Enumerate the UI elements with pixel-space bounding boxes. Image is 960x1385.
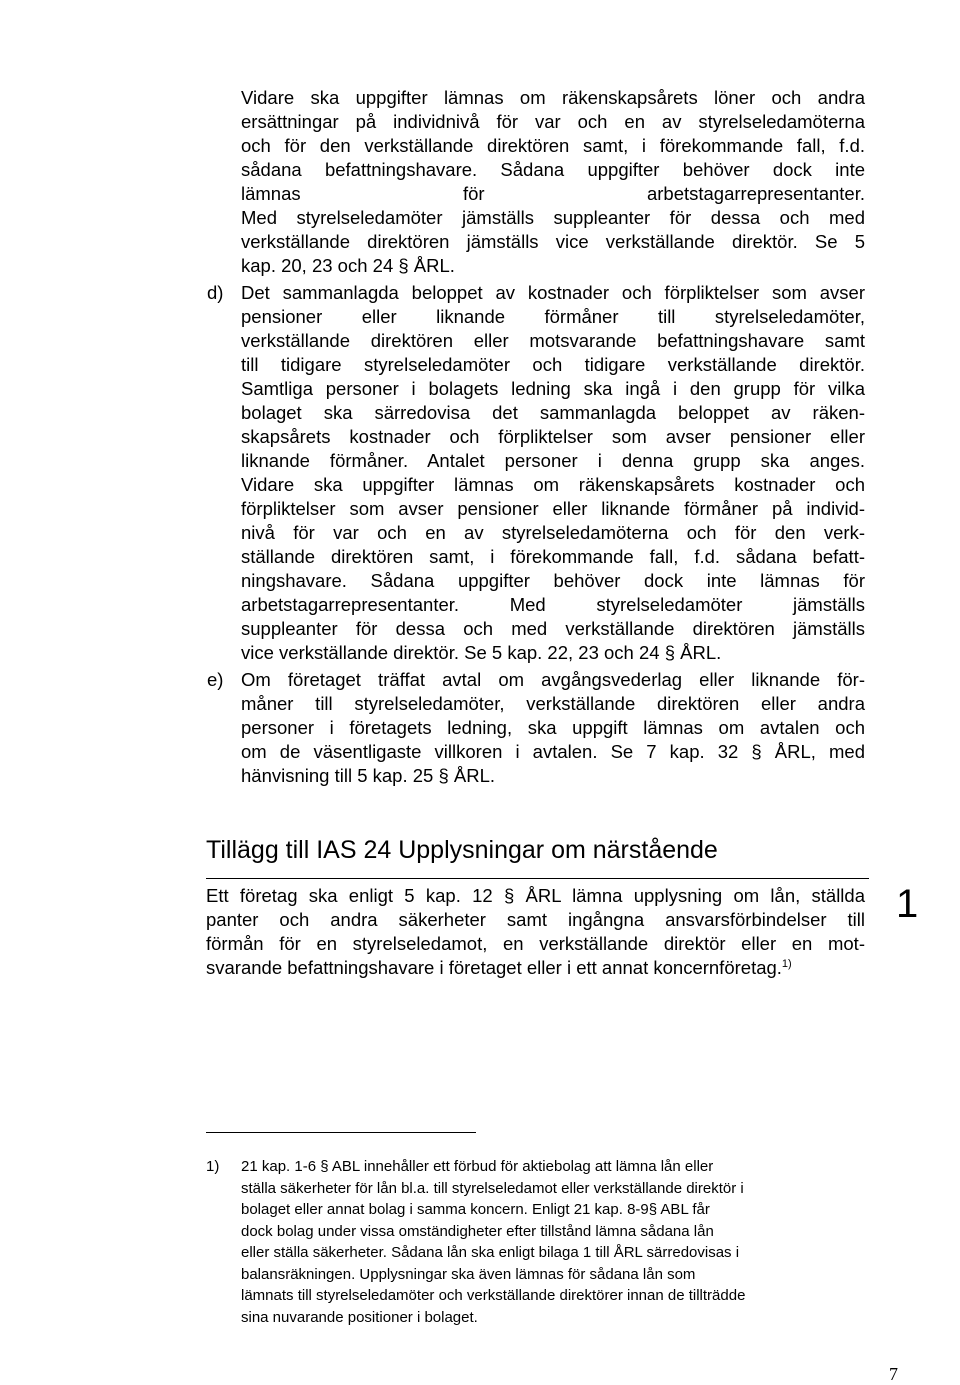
text-line: sådana befattningshavare. Sådana uppgifter behöver dock inte <box>241 159 865 180</box>
text-line: vice verkställande direktör. Se 5 kap. 22, 23 och 24 § ÅRL. <box>241 642 722 663</box>
text-line: kap. 20, 23 och 24 § ÅRL. <box>241 255 455 276</box>
text-line: verkställande direktören eller motsvarande befattningshavare samt <box>241 330 865 351</box>
text-line: ningshavare. Sådana uppgifter behöver dock inte lämnas för <box>241 570 865 591</box>
text-line: lämnas för arbetstagarrepresentanter. <box>241 183 865 204</box>
text-line: Vidare ska uppgifter lämnas om räkenskapsårets kostnader och <box>241 474 865 495</box>
footnote-line: bolaget eller annat bolag i samma koncern. Enligt 21 kap. 8-9§ ABL får <box>241 1201 710 1218</box>
text-line: ersättningar på individnivå för var och en av styrelseledamöterna <box>241 111 865 132</box>
text-line: förpliktelser som avser pensioner eller liknande förmåner på individ- <box>241 498 865 519</box>
text-line: bolaget ska särredovisa det sammanlagda beloppet av räken- <box>241 402 865 423</box>
text-line-content: svarande befattningshavare i företaget eller i ett annat koncernföretag. <box>206 957 782 978</box>
footnote-line: balansräkningen. Upplysningar ska även lämnas för sådana lån som <box>241 1265 696 1283</box>
text-line: Om företaget träffat avtal om avgångsvederlag eller liknande för- <box>241 669 865 690</box>
text-line <box>206 956 792 980</box>
text-line: till tidigare styrelseledamöter och tidigare verkställande direktör. <box>241 354 865 375</box>
text-line: panter och andra säkerheter samt ingångna ansvarsförbindelser till <box>206 909 865 930</box>
text-line: om de väsentligaste villkoren i avtalen. Se 7 kap. 32 § ÅRL, med <box>241 741 865 762</box>
text-line: verkställande direktören jämställs vice verkställande direktör. Se 5 <box>241 231 865 252</box>
footnote-line: dock bolag under vissa omständigheter efter tillstånd lämna sådana lån <box>241 1222 714 1240</box>
list-marker: e) <box>207 669 224 690</box>
text-line: liknande förmåner. Antalet personer i denna grupp ska anges. <box>241 450 865 471</box>
text-line: arbetstagarrepresentanter. Med styrelseledamöter jämställs <box>241 594 865 615</box>
footnote-line: 21 kap. 1-6 § ABL innehåller ett förbud för aktiebolag att lämna lån eller <box>241 1158 714 1175</box>
text-line: Samtliga personer i bolagets ledning ska ingå i den grupp för vilka <box>241 378 865 399</box>
footnote-line: eller ställa säkerheter. Sådana lån ska enligt bilaga 1 till ÅRL särredovisas i <box>241 1244 740 1261</box>
text-line: pensioner eller liknande förmåner till styrelseledamöter, <box>241 306 865 327</box>
section-heading: Tillägg till IAS 24 Upplysningar om närstående <box>206 836 718 864</box>
footnote-line: ställa säkerheter för lån bl.a. till styrelseledamot eller verkställande direktör i <box>241 1179 744 1197</box>
list-marker: d) <box>207 282 224 303</box>
footnote-line: lämnats till styrelseledamöter och verkställande direktörer innan de tillträdde <box>241 1287 746 1304</box>
text-line: måner till styrelseledamöter, verkställande direktören eller andra <box>241 693 865 714</box>
text-line: Med styrelseledamöter jämställs suppleanter för dessa och med <box>241 207 865 228</box>
text-line: Ett företag ska enligt 5 kap. 12 § ÅRL lämna upplysning om lån, ställda <box>206 885 865 906</box>
text-line: Vidare ska uppgifter lämnas om räkenskapsårets löner och andra <box>241 87 865 108</box>
text-line: skapsårets kostnader och förpliktelser som avser pensioner eller <box>241 426 865 447</box>
margin-number: 1 <box>896 882 919 926</box>
text-line: och för den verkställande direktören samt, i förekommande fall, f.d. <box>241 135 865 156</box>
text-line: ställande direktören samt, i förekommande fall, f.d. sådana befatt- <box>241 546 865 567</box>
footnote-separator <box>206 1132 476 1133</box>
text-line: nivå för var och en av styrelseledamöterna och för den verk- <box>241 522 865 543</box>
text-line: förmån för en styrelseledamot, en verkställande direktör eller en mot- <box>206 933 865 954</box>
text-line: hänvisning till 5 kap. 25 § ÅRL. <box>241 765 496 786</box>
footnote-marker: 1) <box>206 1158 220 1175</box>
page-number: 7 <box>889 1364 898 1384</box>
heading-rule <box>206 878 869 879</box>
text-line: personer i företagets ledning, ska uppgift lämnas om avtalen och <box>241 717 865 738</box>
footnote-reference: 1) <box>781 958 792 970</box>
text-line: Det sammanlagda beloppet av kostnader och förpliktelser som avser <box>241 282 865 303</box>
text-line: suppleanter för dessa och med verkställande direktören jämställs <box>241 618 865 639</box>
footnote-line: sina nuvarande positioner i bolaget. <box>241 1308 478 1326</box>
